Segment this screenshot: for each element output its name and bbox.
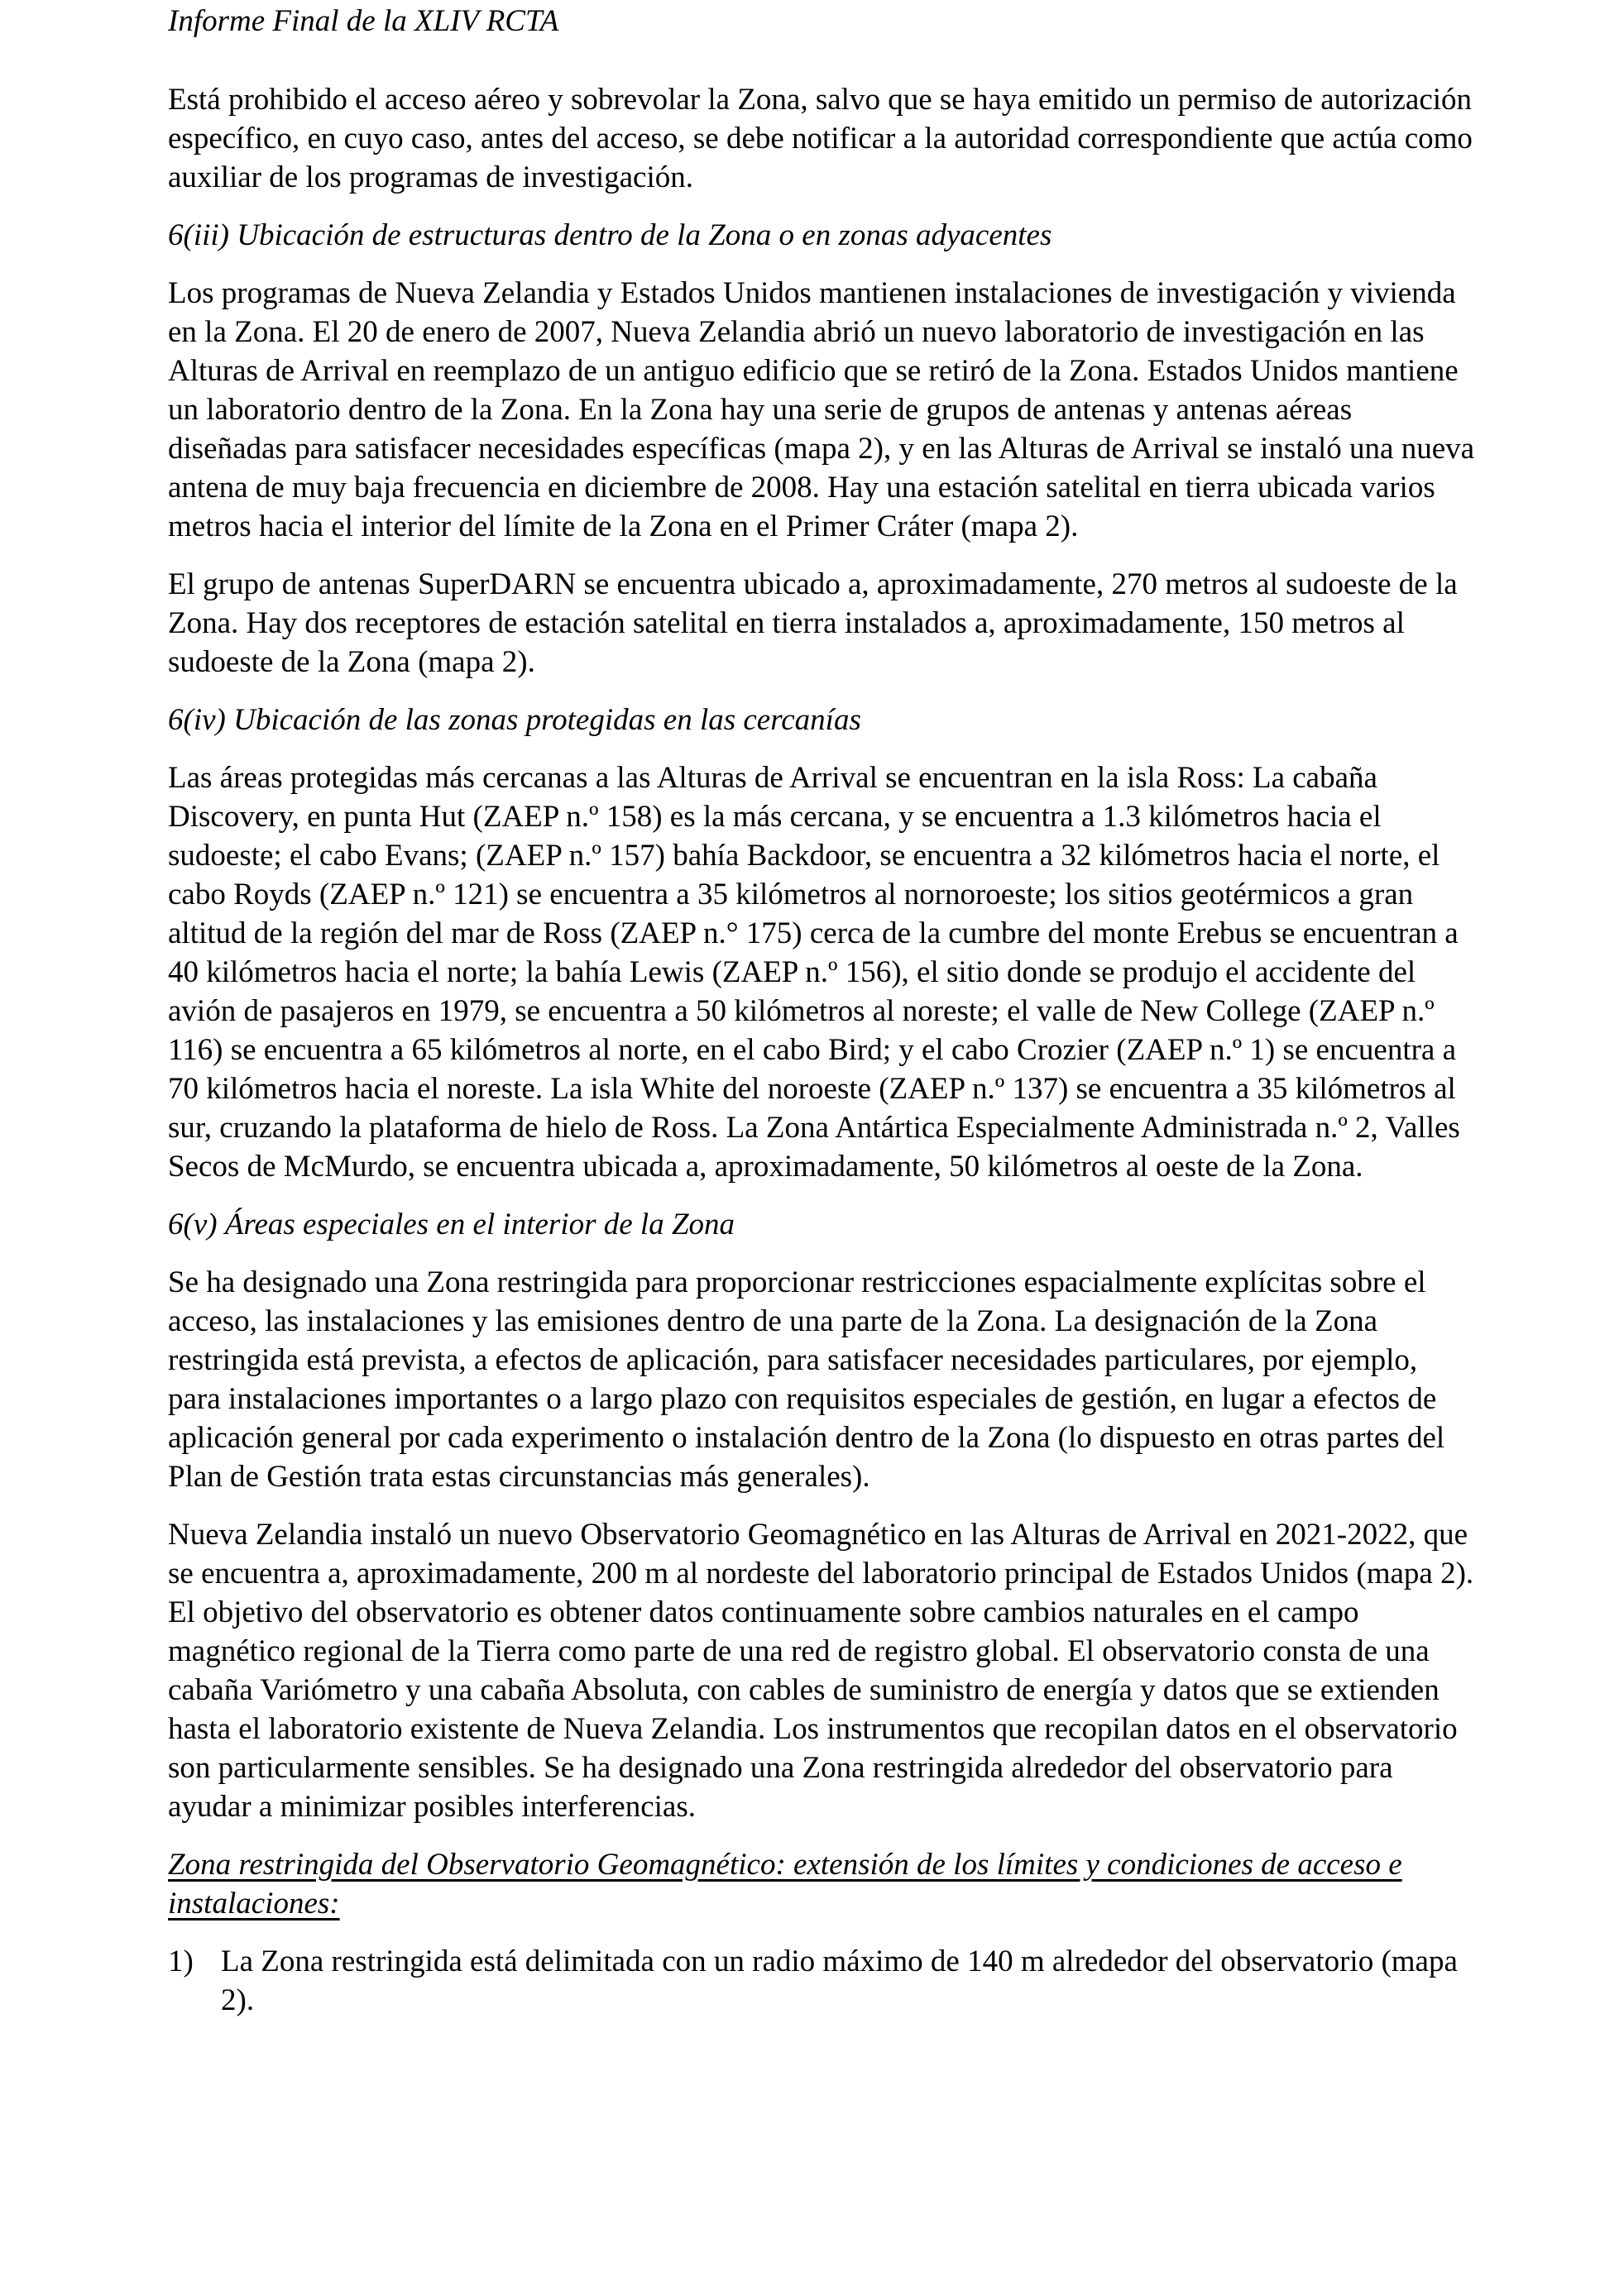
subheading-restricted-zone: Zona restringida del Observatorio Geomagnético: extensión de los límites y condiciones de acceso e instalaciones: [168, 1848, 1402, 1921]
paragraph-special-areas-2: Nueva Zelandia instaló un nuevo Observatorio Geomagnético en las Alturas de Arrival en 2021-2022, que se encuentra a, aproximadamente, 200 m al nordeste del laboratorio principal de Estados Unidos (mapa 2). El objetivo del observatorio es obtener datos continuamente sobre cambios naturales en el campo magnético regional de la Tierra como parte de una red de registro global. El observatorio consta de una cabaña Variómetro y una cabaña Absoluta, con cables de suministro de energía y datos que se extienden hasta el laboratorio existente de Nueva Zelandia. Los instrumentos que recopilan datos en el observatorio son particularmente sensibles. Se ha designado una Zona restringida alrededor del observatorio para ayudar a minimizar posibles interferencias. [168, 1518, 1474, 1824]
paragraph-structures-1: Los programas de Nueva Zelandia y Estados Unidos mantienen instalaciones de investigación y vivienda en la Zona. El 20 de enero de 2007, Nueva Zelandia abrió un nuevo laboratorio de investigación en las Alturas de Arrival en reemplazo de un antiguo edificio que se retiró de la Zona. Estados Unidos mantiene un laboratorio dentro de la Zona. En la Zona hay una serie de grupos de antenas y antenas aéreas diseñadas para satisfacer necesidades específicas (mapa 2), y en las Alturas de Arrival se instaló una nueva antena de muy baja frecuencia en diciembre de 2008. Hay una estación satelital en tierra ubicada varios metros hacia el interior del límite de la Zona en el Primer Cráter (mapa 2). [168, 276, 1475, 543]
paragraph-special-areas-1: Se ha designado una Zona restringida para proporcionar restricciones espacialmente explícitas sobre el acceso, las instalaciones y las emisiones dentro de una parte de la Zona. La designación de la Zona restringida está prevista, a efectos de aplicación, para satisfacer necesidades particulares, por ejemplo, para instalaciones importantes o a largo plazo con requisitos especiales de gestión, en lugar a efectos de aplicación general por cada experimento o instalación dentro de la Zona (lo dispuesto en otras partes del Plan de Gestión trata estas circunstancias más generales). [168, 1265, 1445, 1494]
running-header: Informe Final de la XLIV RCTA [168, 4, 559, 38]
document-body [168, 80, 1475, 2020]
list-item [168, 1942, 1475, 2020]
section-heading-special-areas: 6(v) Áreas especiales en el interior de la Zona [168, 1208, 735, 1241]
list-item-number: 1) [168, 1944, 194, 1978]
numbered-list [168, 1942, 1475, 2020]
paragraph-air-access: Está prohibido el acceso aéreo y sobrevolar la Zona, salvo que se haya emitido un permiso de autorización específico, en cuyo caso, antes del acceso, se debe notificar a la autoridad correspondiente que actúa como auxiliar de los programas de investigación. [168, 83, 1473, 194]
paragraph-protected-areas: Las áreas protegidas más cercanas a las Alturas de Arrival se encuentran en la isla Ross: La cabaña Discovery, en punta Hut (ZAEP n.º 158) es la más cercana, y se encuentra a 1.3 kilómetros hacia el sudoeste; el cabo Evans; (ZAEP n.º 157) bahía Backdoor, se encuentra a 32 kilómetros hacia el norte, el cabo Royds (ZAEP n.º 121) se encuentra a 35 kilómetros al nornoroeste; los sitios geotérmicos a gran altitud de la región del mar de Ross (ZAEP n.° 175) cerca de la cumbre del monte Erebus se encuentran a 40 kilómetros hacia el norte; la bahía Lewis (ZAEP n.º 156), el sitio donde se produjo el accidente del avión de pasajeros en 1979, se encuentra a 50 kilómetros al noreste; el valle de New College (ZAEP n.º 116) se encuentra a 65 kilómetros al norte, en el cabo Bird; y el cabo Crozier (ZAEP n.º 1) se encuentra a 70 kilómetros hacia el noreste. La isla White del noroeste (ZAEP n.º 137) se encuentra a 35 kilómetros al sur, cruzando la plataforma de hielo de Ross. La Zona Antártica Especialmente Administrada n.º 2, Valles Secos de McMurdo, se encuentra ubicada a, aproximadamente, 50 kilómetros al oeste de la Zona. [168, 761, 1460, 1184]
paragraph-structures-2: El grupo de antenas SuperDARN se encuentra ubicado a, aproximadamente, 270 metros al sudoeste de la Zona. Hay dos receptores de estación satelital en tierra instalados a, aproximadamente, 150 metros al sudoeste de la Zona (mapa 2). [168, 567, 1458, 679]
section-heading-protected-areas: 6(iv) Ubicación de las zonas protegidas en las cercanías [168, 703, 861, 737]
list-item-text: La Zona restringida está delimitada con un radio máximo de 140 m alrededor del observatorio (mapa 2). [221, 1944, 1458, 2017]
section-heading-structures: 6(iii) Ubicación de estructuras dentro de la Zona o en zonas adyacentes [168, 218, 1052, 252]
